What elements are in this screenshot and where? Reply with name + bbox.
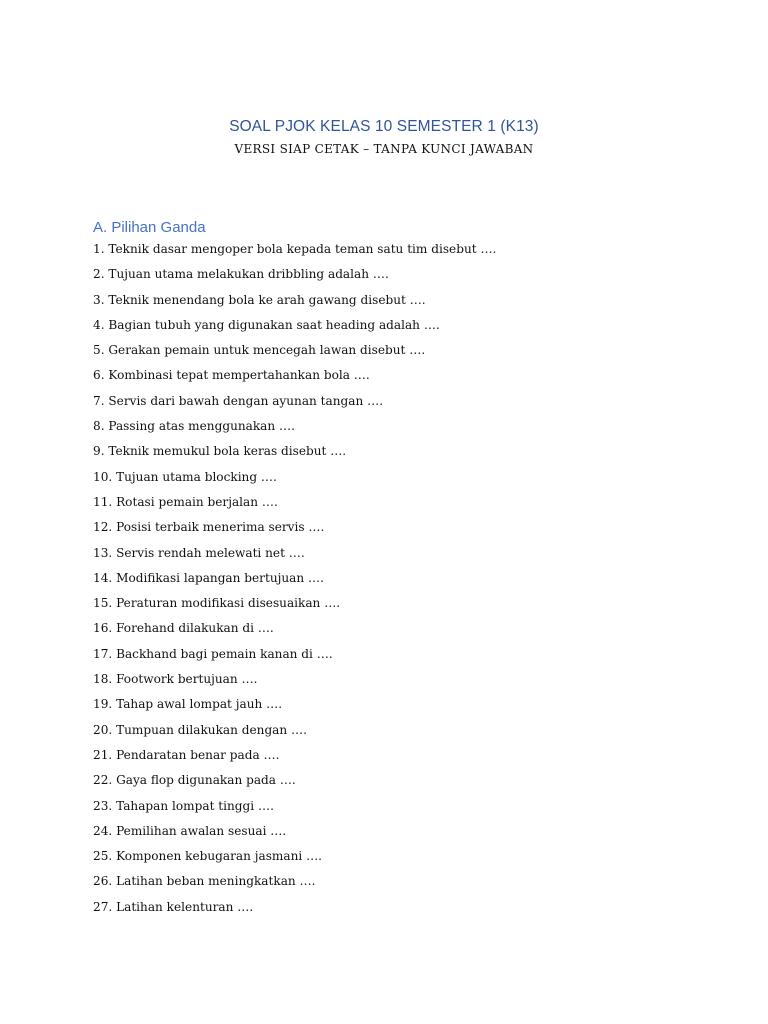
question-item: 1. Teknik dasar mengoper bola kepada teman satu tim disebut …. (93, 242, 497, 256)
document-subtitle: VERSI SIAP CETAK – TANPA KUNCI JAWABAN (234, 142, 534, 156)
question-item: 2. Tujuan utama melakukan dribbling adalah …. (93, 267, 389, 282)
question-item: 6. Kombinasi tepat mempertahankan bola …. (93, 368, 370, 383)
question-item: 27. Latihan kelenturan …. (93, 899, 254, 914)
question-item: 22. Gaya flop digunakan pada …. (93, 773, 296, 788)
question-item: 16. Forehand dilakukan di …. (93, 621, 274, 636)
question-item: 8. Passing atas menggunakan …. (93, 419, 295, 434)
question-item: 7. Servis dari bawah dengan ayunan tangan …. (93, 393, 384, 408)
question-item: 20. Tumpuan dilakukan dengan …. (93, 722, 307, 737)
question-item: 4. Bagian tubuh yang digunakan saat heading adalah …. (93, 317, 440, 332)
question-item: 14. Modifikasi lapangan bertujuan …. (93, 570, 324, 585)
question-item: 12. Posisi terbaik menerima servis …. (93, 520, 325, 535)
question-item: 24. Pemilihan awalan sesuai …. (93, 823, 287, 838)
question-item: 15. Peraturan modifikasi disesuaikan …. (93, 596, 341, 611)
question-item: 9. Teknik memukul bola keras disebut …. (93, 444, 347, 459)
question-item: 17. Backhand bagi pemain kanan di …. (93, 646, 333, 661)
question-item: 19. Tahap awal lompat jauh …. (93, 697, 283, 712)
section-heading-pilihan-ganda: A. Pilihan Ganda (93, 219, 206, 236)
question-item: 10. Tujuan utama blocking …. (93, 469, 277, 484)
question-item: 25. Komponen kebugaran jasmani …. (93, 849, 323, 864)
document-title: SOAL PJOK KELAS 10 SEMESTER 1 (K13) (229, 118, 539, 135)
question-item: 23. Tahapan lompat tinggi …. (93, 798, 274, 813)
question-list (93, 239, 733, 922)
question-item: 5. Gerakan pemain untuk mencegah lawan disebut …. (93, 343, 426, 358)
question-item: 13. Servis rendah melewati net …. (93, 545, 305, 560)
question-item: 18. Footwork bertujuan …. (93, 672, 258, 687)
question-item: 26. Latihan beban meningkatkan …. (93, 874, 316, 889)
question-item: 21. Pendaratan benar pada …. (93, 747, 280, 762)
question-item: 11. Rotasi pemain berjalan …. (93, 494, 278, 509)
question-item: 3. Teknik menendang bola ke arah gawang disebut …. (93, 292, 426, 307)
